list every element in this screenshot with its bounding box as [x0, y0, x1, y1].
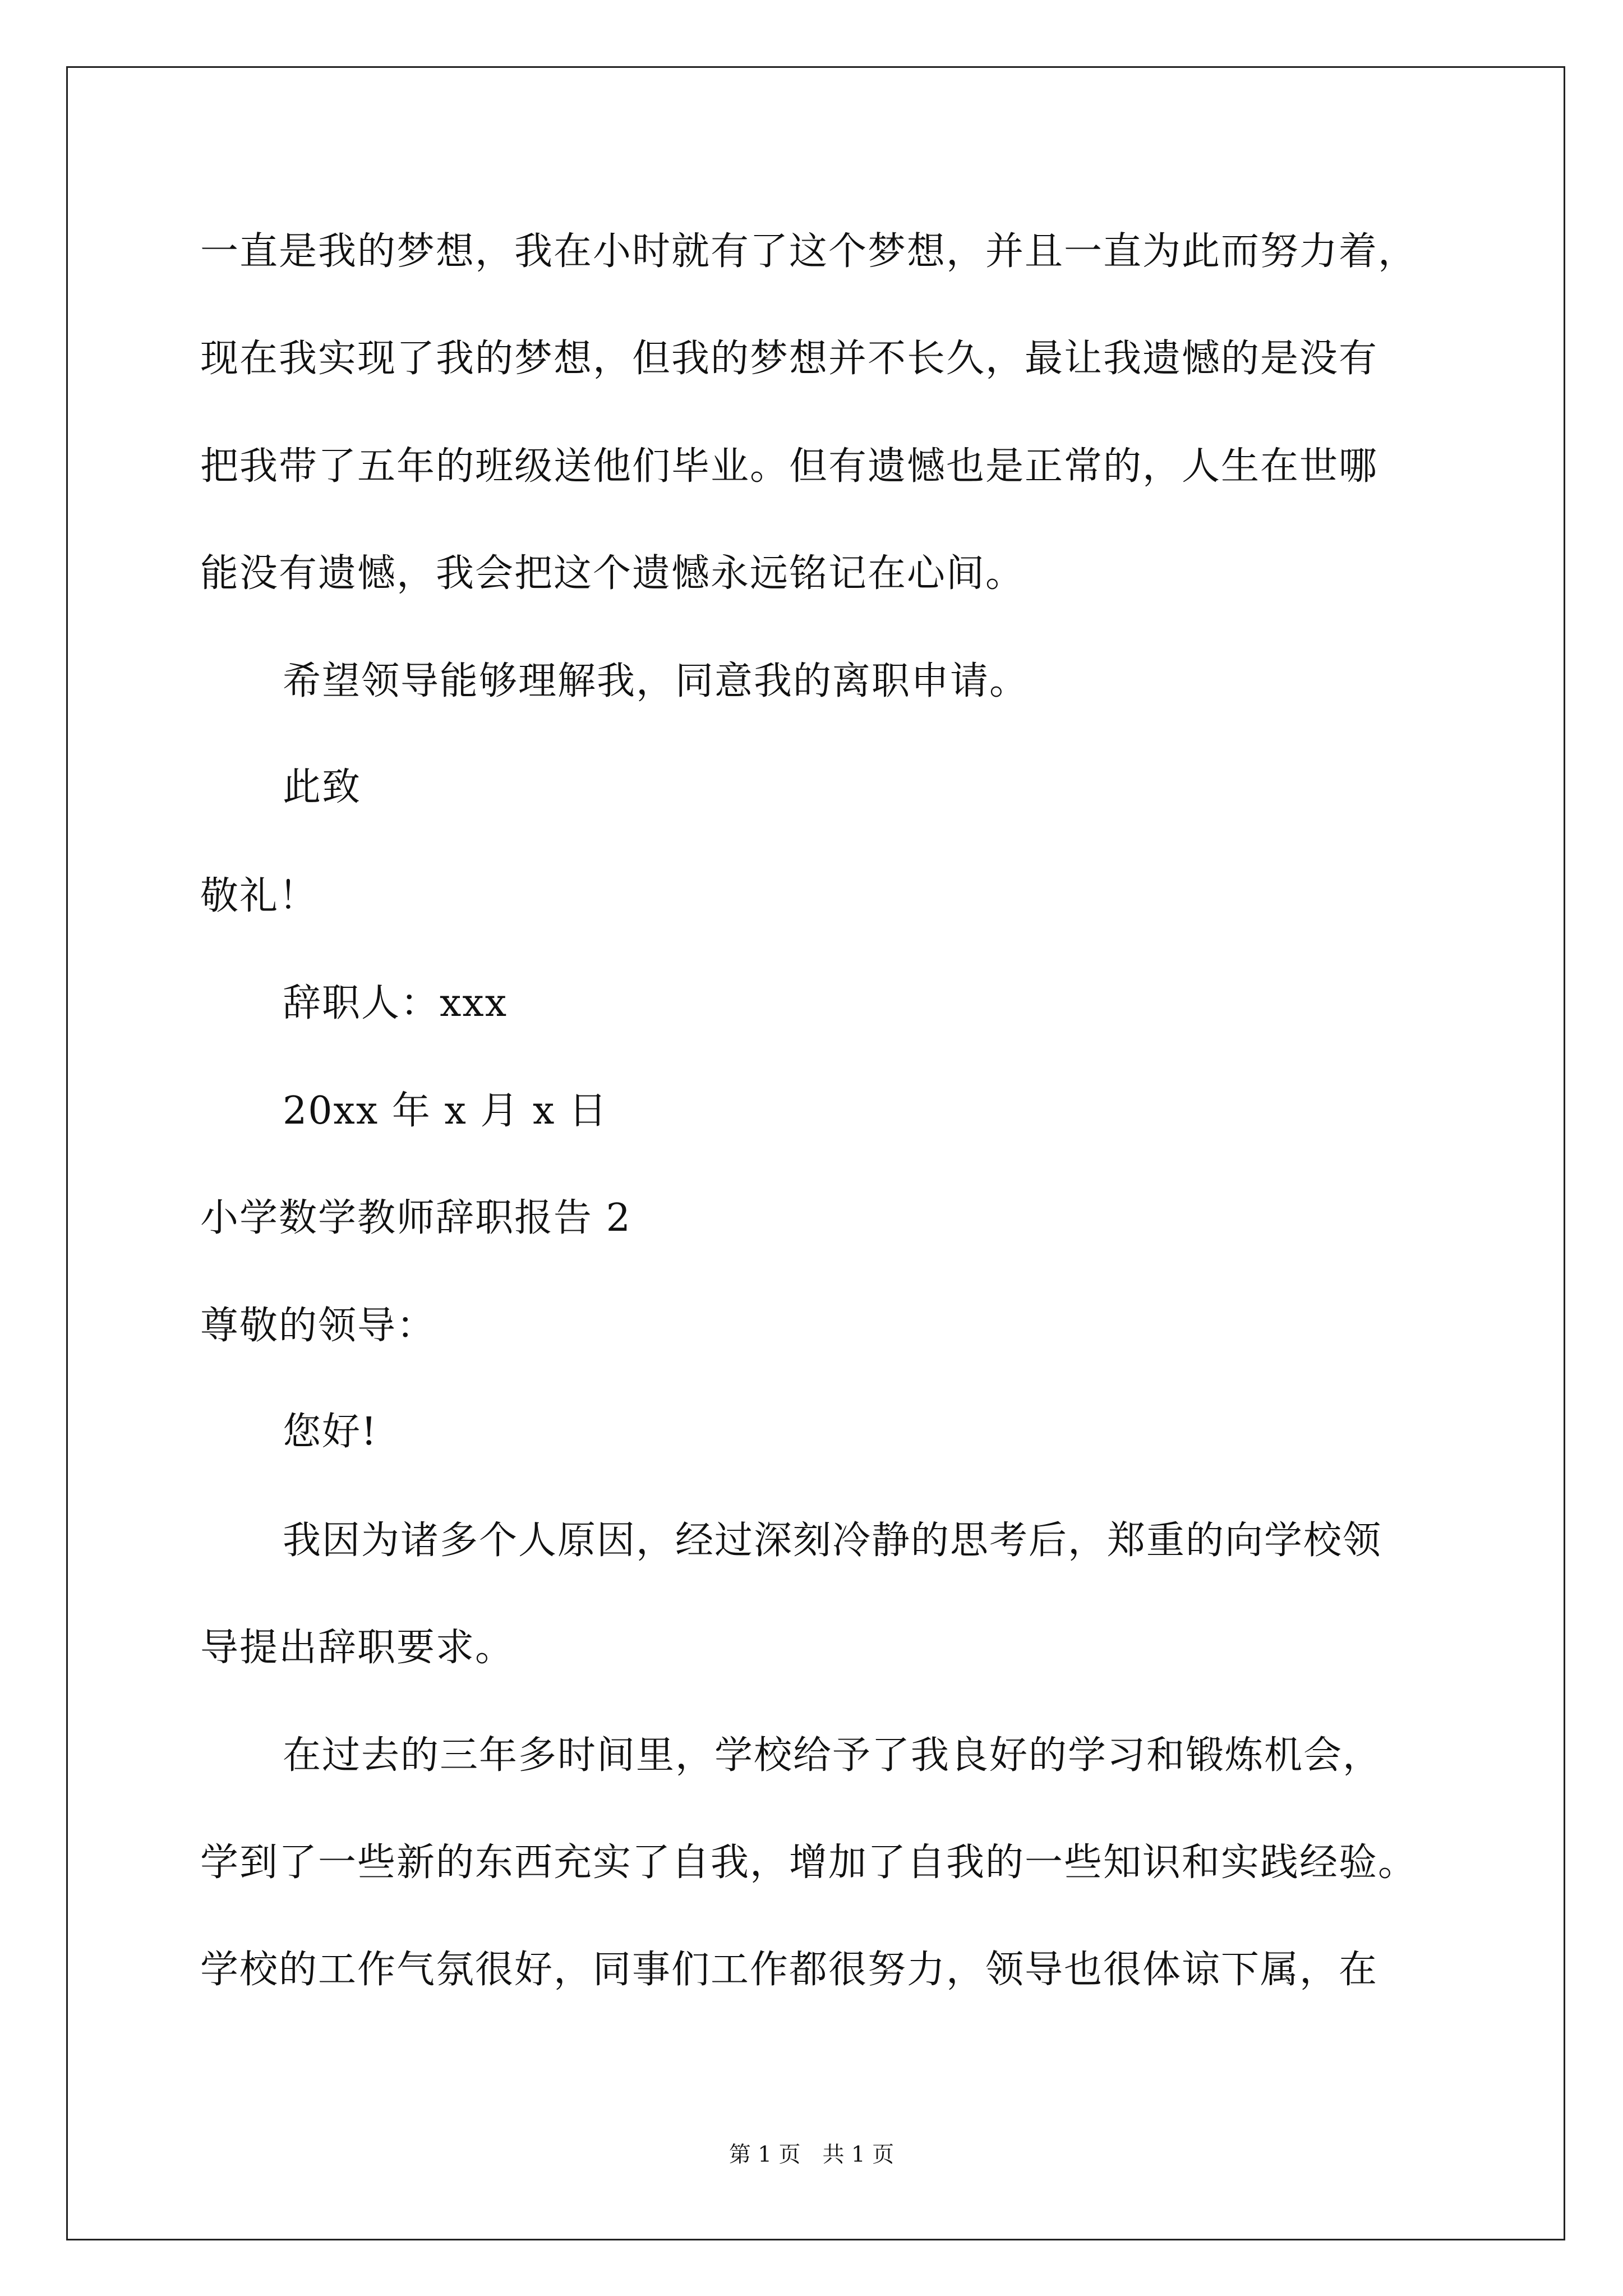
paragraph-line: 学到了一些新的东西充实了自我，增加了自我的一些知识和实践经验。 — [200, 1841, 1418, 1885]
page-number: 第 1 页 共 1 页 — [728, 2142, 895, 2168]
page-border — [66, 66, 1565, 2240]
closing-regards: 敬礼！ — [200, 874, 319, 918]
signature-name: 辞职人：xxx — [283, 981, 508, 1025]
paragraph-line: 导提出辞职要求。 — [200, 1626, 515, 1670]
paragraph-line: 把我带了五年的班级送他们毕业。但有遗憾也是正常的，人生在世哪 — [200, 444, 1378, 489]
paragraph-line: 一直是我的梦想，我在小时就有了这个梦想，并且一直为此而努力着， — [200, 229, 1418, 274]
paragraph-line: 希望领导能够理解我，同意我的离职申请。 — [283, 659, 1029, 703]
paragraph-line: 现在我实现了我的梦想，但我的梦想并不长久，最让我遗憾的是没有 — [200, 337, 1378, 381]
greeting-recipient: 尊敬的领导： — [200, 1304, 436, 1348]
paragraph-line: 我因为诸多个人原因，经过深刻冷静的思考后，郑重的向学校领 — [283, 1519, 1382, 1563]
signature-date: 20xx 年 x 月 x 日 — [283, 1089, 608, 1133]
paragraph-line: 在过去的三年多时间里，学校给予了我良好的学习和锻炼机会， — [283, 1733, 1382, 1778]
paragraph-line: 学校的工作气氛很好，同事们工作都很努力，领导也很体谅下属，在 — [200, 1948, 1378, 1992]
paragraph-line: 能没有遗憾，我会把这个遗憾永远铭记在心间。 — [200, 551, 1025, 596]
section-title: 小学数学教师辞职报告 2 — [200, 1196, 631, 1240]
greeting-hello: 您好! — [283, 1410, 378, 1454]
closing-salutation: 此致 — [283, 765, 362, 809]
